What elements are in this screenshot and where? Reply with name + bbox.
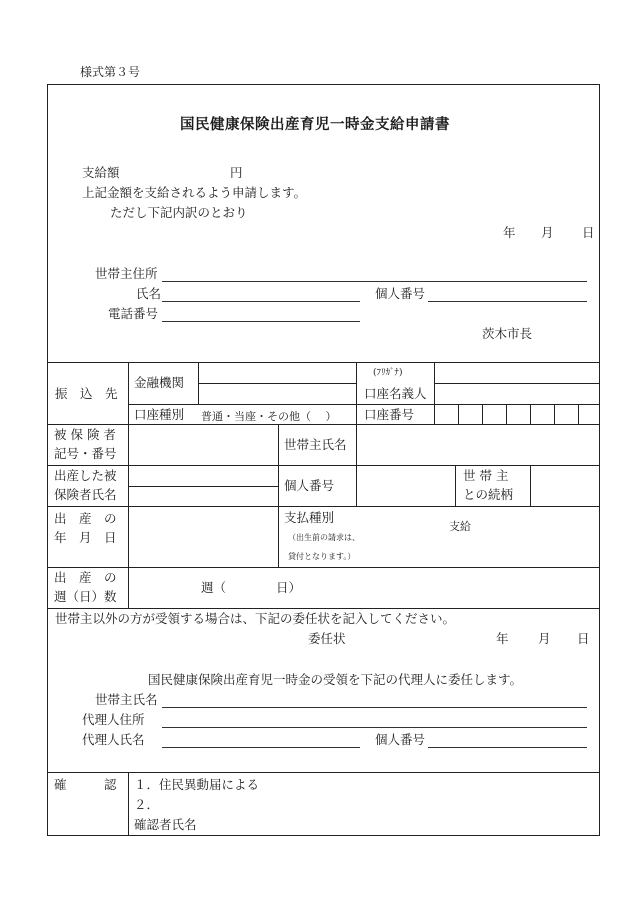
table-top-line — [47, 362, 600, 363]
weeks-label-1: 出 産 の — [54, 570, 117, 585]
holder-mid-line — [434, 383, 600, 384]
table-col-line — [128, 362, 129, 608]
acct-box-line — [530, 404, 531, 424]
pay-type-label: 支払種別 — [284, 510, 335, 525]
account-number-label: 口座番号 — [364, 407, 415, 422]
delegation-head-name-label: 世帯主氏名 — [95, 692, 158, 707]
form-number: 様式第３号 — [80, 65, 141, 79]
relation-label-1: 世 帯 主 — [463, 468, 509, 483]
request-statement: 上記金額を支給されるよう申請します。 — [82, 185, 307, 200]
relation-value-line — [530, 465, 531, 506]
delegation-date-month: 月 — [538, 631, 551, 646]
bank-label: 金融機関 — [134, 375, 185, 390]
confirm-label: 確 認 — [54, 777, 117, 792]
confirm-item-1: １．住民異動届による — [134, 777, 260, 792]
birth-insured-mid-line — [128, 486, 278, 487]
row-line-insured — [47, 424, 600, 425]
acct-box-line — [554, 404, 555, 424]
agent-address-label: 代理人住所 — [82, 712, 145, 727]
date-year: 年 — [503, 225, 516, 240]
insured-label-1: 被 保 険 者 — [54, 427, 116, 442]
birth-date-label-1: 出 産 の — [54, 511, 117, 526]
acct-box-line — [578, 404, 579, 424]
bank-mid-line — [198, 383, 356, 384]
holder-value-line — [434, 362, 435, 424]
delegation-title: 委任状 — [308, 631, 346, 646]
personal-number-cell-label: 個人番号 — [284, 478, 335, 493]
weeks-label-2: 週（日）数 — [54, 589, 117, 604]
confirm-col-line — [128, 772, 129, 836]
transfer-label: 振 込 先 — [55, 386, 118, 401]
request-note: ただし下記内訳のとおり — [110, 205, 248, 220]
head-address-label: 世帯主住所 — [95, 266, 158, 281]
checker-name-label: 確認者氏名 — [134, 817, 197, 832]
delegation-note: 世帯主以外の方が受領する場合は、下記の委任状を記入してください。 — [55, 611, 456, 626]
middle-col-line — [278, 424, 279, 567]
birth-insured-label-1: 出産した被 — [54, 468, 117, 483]
form-title: 国民健康保険出産育児一時金支給申請書 — [180, 116, 450, 133]
pay-note-1: （出生前の請求は、 — [288, 533, 360, 542]
amount-label: 支給額 — [82, 165, 120, 180]
birth-insured-label-2: 保険者氏名 — [54, 487, 117, 502]
agent-name-label: 代理人氏名 — [82, 732, 145, 747]
birth-date-label-2: 年 月 日 — [54, 530, 117, 545]
delegation-body: 国民健康保険出産育児一時金の受領を下記の代理人に委任します。 — [148, 672, 523, 687]
acct-box-line — [458, 404, 459, 424]
head-name-cell-label: 世帯主氏名 — [284, 437, 347, 452]
account-holder-label: 口座名義人 — [364, 386, 427, 401]
head-name-field[interactable] — [162, 301, 360, 302]
row-line-delegation — [47, 608, 600, 609]
weeks-value: 週（ 日） — [201, 580, 302, 595]
head-name-label: 氏名 — [136, 286, 162, 301]
date-day: 日 — [582, 225, 595, 240]
relation-label-2: との続柄 — [463, 487, 514, 502]
pay-type-value: 支給 — [449, 520, 471, 533]
acct-box-line — [506, 404, 507, 424]
agent-my-number-label: 個人番号 — [375, 732, 426, 747]
yen-unit: 円 — [230, 165, 243, 180]
delegation-head-name-field[interactable] — [162, 707, 587, 708]
pay-note-2: 貸付となります。） — [288, 552, 356, 561]
row-line-weeks — [47, 567, 600, 568]
date-month: 月 — [541, 225, 554, 240]
holder-col-line — [356, 362, 357, 424]
insured-label-2: 記号・番号 — [54, 446, 117, 461]
phone-label: 電話番号 — [108, 306, 159, 321]
row-line-birth-date — [47, 506, 600, 507]
relation-col-line — [455, 465, 456, 506]
confirm-item-2: ２． — [134, 797, 160, 812]
agent-address-field[interactable] — [162, 727, 587, 728]
delegation-date-year: 年 — [496, 631, 509, 646]
row-line-birth-insured — [47, 465, 600, 466]
addressee: 茨木市長 — [482, 326, 533, 341]
my-number-label: 個人番号 — [375, 286, 426, 301]
phone-field[interactable] — [162, 321, 360, 322]
account-type-options: 普通・当座・その他（ ） — [201, 410, 337, 423]
furigana-label: (ﾌﾘｶﾞﾅ) — [373, 368, 403, 378]
agent-my-number-field[interactable] — [428, 747, 587, 748]
row-line-confirm — [47, 772, 600, 773]
delegation-date-day: 日 — [577, 631, 590, 646]
acct-box-line — [482, 404, 483, 424]
account-type-label: 口座種別 — [134, 407, 185, 422]
my-number-field[interactable] — [428, 301, 587, 302]
head-address-field[interactable] — [162, 281, 587, 282]
agent-name-field[interactable] — [162, 747, 360, 748]
